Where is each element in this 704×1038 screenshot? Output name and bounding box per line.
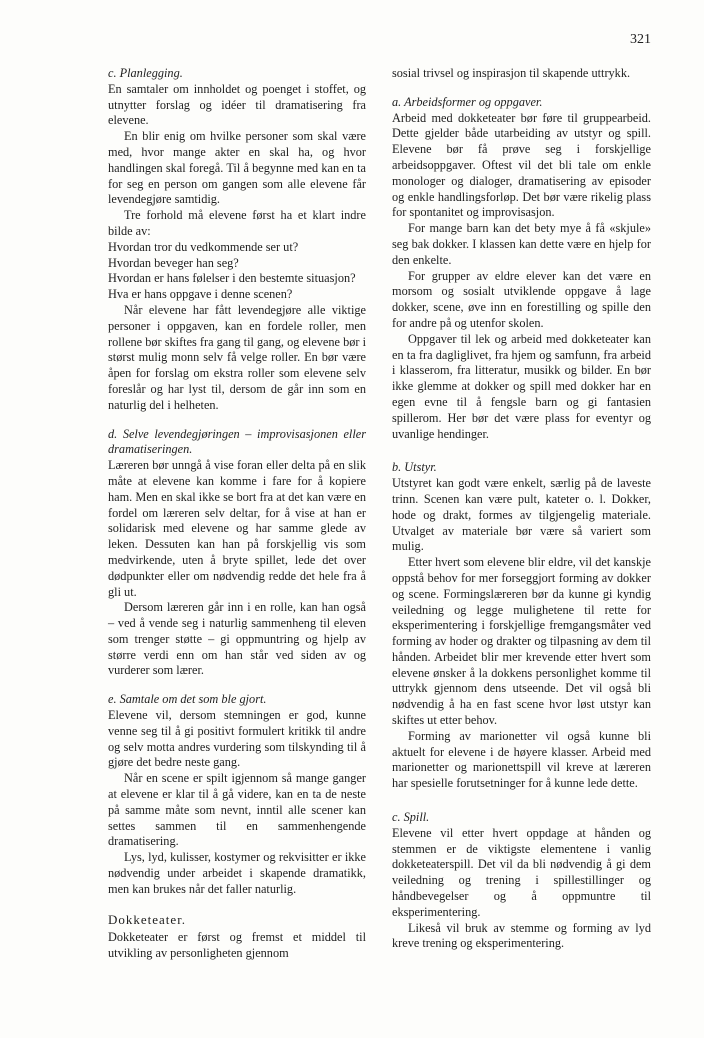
section-heading: c. Spill. (392, 810, 430, 825)
paragraph: Lys, lyd, kulisser, kostymer og rekvisitter er ikke nødvendig under arbeidet i skapende dramatikk, men kan brukes når det faller naturlig. (108, 850, 366, 896)
left-column (108, 66, 366, 962)
question-line: Hvordan tror du vedkommende ser ut? (108, 239, 299, 254)
paragraph: Arbeid med dokketeater bør føre til gruppearbeid. Dette gjelder både utarbeiding av utstyr og spill. Elevene bør få prøve seg i forskjellige arbeidsoppgaver. Oftest vil det bli tale om enkle monologer og dialoger, dramatisering av episoder og enkle handlingsforløp. Det bør være rikelig plass for spontanitet og improvisasjon. (392, 110, 651, 220)
paragraph: Oppgaver til lek og arbeid med dokketeater kan en ta fra dagliglivet, fra hjem og samfunn, fra arbeid i klasserom, fra litteratur, musikk og bilder. En bør ikke glemme at dokker og spill med dokker har en egen evne til å fengsle barn og gi fantasien spillerom. Her bør det være plass for eventyr og uvanlige hendinger. (392, 331, 651, 441)
paragraph: For grupper av eldre elever kan det være en morsom og sosialt utviklende oppgave å lage dokker, scene, øve inn en forestilling og spille den for andre på og utenfor skolen. (392, 268, 651, 330)
paragraph: Når elevene har fått levendegjøre alle viktige personer i oppgaven, kan en fordele roller, men rollene bør skiftes fra gang til gang, og elevene bør i størst mulig monn selv få velge roller. En bør være åpen for forslag om ekstra roller som elevene selv foreslår og har lyst til, dersom de går inn som en naturlig del i helheten. (108, 302, 366, 412)
paragraph: Tre forhold må elevene først ha et klart indre bilde av: (108, 208, 366, 238)
paragraph: Dokketeater er først og fremst et middel til utvikling av personligheten gjennom (108, 930, 366, 961)
question-line: Hvordan beveger han seg? (108, 255, 239, 270)
paragraph: Forming av marionetter vil også kunne bli aktuelt for elevene i de høyere klasser. Arbeid med marionetter og marionettspill vil kreve at læreren har spesielle forutsetninger for å kunne lede dette. (392, 728, 651, 791)
question-line: Hva er hans oppgave i denne scenen? (108, 287, 293, 302)
question-line: Hvordan er hans følelser i den bestemte situasjon? (108, 271, 356, 286)
paragraph: Elevene vil etter hvert oppdage at hånden og stemmen er de viktigste elementene i vanlig dokketeaterspill. Det vil da bli nødvendig å gi dem veiledning og trening i spillestillinger og håndbevegelser og å oppmuntre til eksperimentering. (392, 825, 651, 919)
section-heading: d. Selve levendegjøringen – improvisasjonen eller dramatiseringen. (108, 426, 366, 457)
paragraph: Likeså vil bruk av stemme og forming av lyd kreve trening og eksperimentering. (392, 920, 651, 951)
paragraph: Elevene vil, dersom stemningen er god, kunne venne seg til å gi positivt formulert kritikk til andre og selv motta andres vurdering som tilskynding til å gjøre det bedre neste gang. (108, 708, 366, 770)
paragraph: Dersom læreren går inn i en rolle, kan han også – ved å vende seg i naturlig sammenheng til eleven som trenger støtte – gi oppmuntring og hjelp av større verdi enn om han står ved siden av og vurderer som lærer. (108, 600, 366, 678)
paragraph: Etter hvert som elevene blir eldre, vil det kanskje oppstå behov for mer forseggjort forming av dokker og scene. Formingslæreren bør da kunne gi kyndig veiledning og legge mulighetene til rette for eksperimentering i forskjellige fremgangsmåter ved forming av hoder og drakter og tilpasning av dem til hånden. Arbeidet blir mer krevende etter hvert som elevene ønsker å la dokkens personlighet komme til uttrykk gjennom dens utseende. Det vil også bli nødvendig å ha en fast scene hvor løst utstyr kan skiftes ut etter behov. (392, 555, 651, 728)
section-heading: c. Planlegging. (108, 66, 183, 80)
section-heading: a. Arbeidsformer og oppgaver. (392, 94, 543, 109)
section-heading: b. Utstyr. (392, 460, 437, 475)
paragraph: sosial trivsel og inspirasjon til skapende uttrykk. (392, 66, 631, 80)
right-column (392, 66, 651, 952)
paragraph: For mange barn kan det bety mye å få «skjule» seg bak dokker. I klassen kan dette være en hjelp for den enkelte. (392, 221, 651, 267)
paragraph: Læreren bør unngå å vise foran eller delta på en slik måte at elevene kan komme i fare for å kopiere ham. Men en skal ikke se bort fra at det kan være en fordel om læreren selv deltar, for å vise at han er solidarisk med elevene og har samme glede av leken. Dessuten kan han på forskjellig vis som medvirkende, uten å bryte spillet, lede det over dødpunkter eller om nødvendig redde det hele fra å gli ut. (108, 458, 366, 599)
paragraph: Utstyret kan godt være enkelt, særlig på de laveste trinn. Scenen kan være pult, kateter o. l. Dokker, hode og drakt, formes av tilgjengelig materiale. Utvalget av materiale bør være så variert som mulig. (392, 476, 651, 554)
paragraph: En samtaler om innholdet og poenget i stoffet, og utnytter forslag og idéer til dramatisering fra elevene. (108, 81, 366, 128)
paragraph: Når en scene er spilt igjennom så mange ganger at elevene er klar til å gå videre, kan en ta de neste på samme måte som nevnt, inntil alle scener kan settes sammen til en sammenhengende dramatisering. (108, 771, 366, 849)
page-number: 321 (630, 32, 651, 47)
chapter-heading: Dokketeater. (108, 911, 187, 927)
section-heading: e. Samtale om det som ble gjort. (108, 692, 267, 707)
paragraph: En blir enig om hvilke personer som skal være med, hvor mange akter en skal ha, og hvor handlingen skal foregå. Til å begynne med kan en ta for seg en person om gangen som alle elevene får levendegjøre samtidig. (108, 129, 366, 207)
